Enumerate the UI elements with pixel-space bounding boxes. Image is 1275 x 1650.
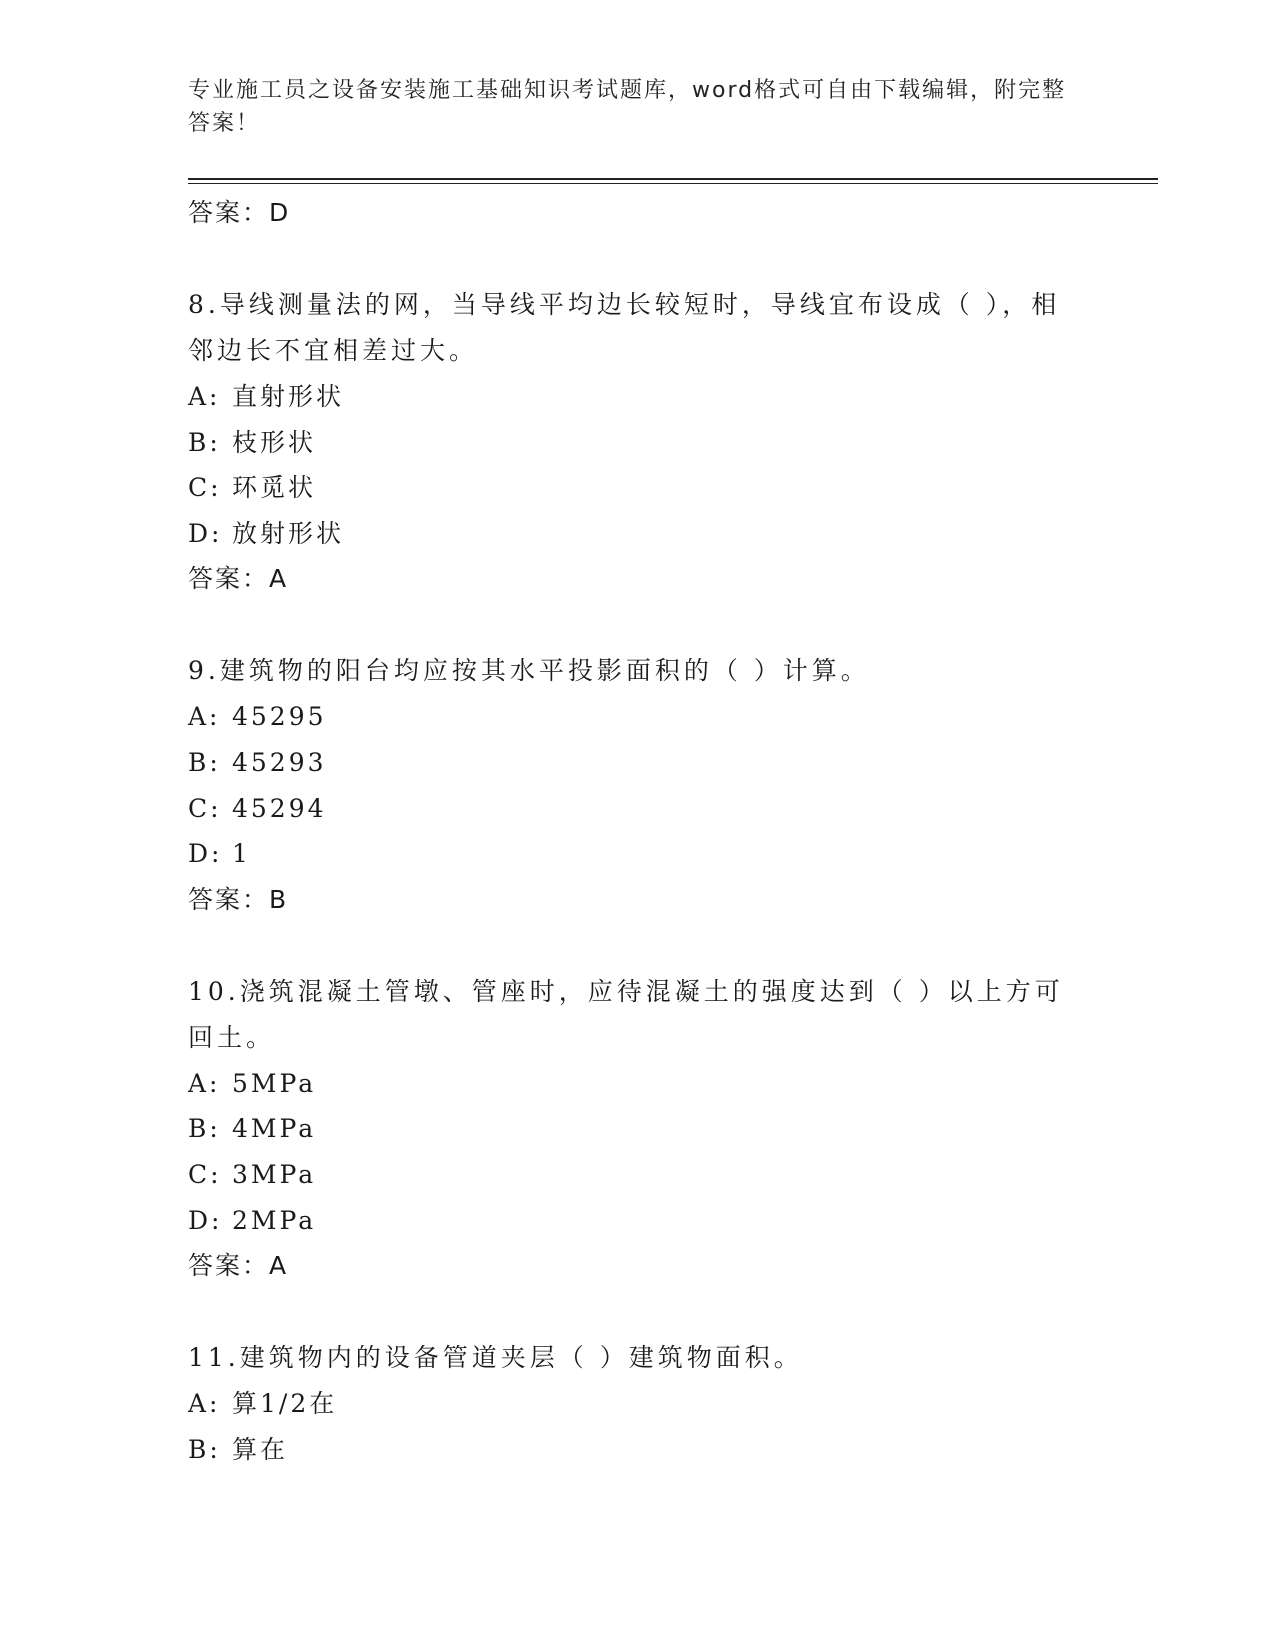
option-label: B:: [188, 1434, 221, 1464]
option-label: D:: [188, 839, 223, 869]
option-a: [188, 374, 1088, 420]
answer-line: 答案：A: [188, 1251, 289, 1281]
option-b: [188, 420, 1088, 466]
option-a: [188, 694, 1088, 740]
option-text: 45294: [232, 793, 327, 823]
document-header: 专业施工员之设备安装施工基础知识考试题库，word格式可自由下载编辑，附完整答案！: [188, 78, 1067, 136]
option-text: 算1/2在: [232, 1389, 338, 1419]
question-text: 8.导线测量法的网，当导线平均边长较短时，导线宜布设成（ ），相邻边长不宜相差过大。: [188, 290, 1061, 365]
option-text: 1: [232, 839, 251, 869]
question-list: [188, 190, 1088, 1472]
option-text: 直射形状: [232, 382, 345, 411]
answer-line: 答案：A: [188, 564, 289, 594]
option-b: [188, 1427, 1088, 1473]
option-label: D:: [188, 518, 223, 548]
answer-line: 答案：D: [188, 198, 291, 227]
question-text: 10.浇筑混凝土管墩、管座时，应待混凝土的强度达到（ ）以上方可回土。: [188, 976, 1064, 1052]
option-d: [188, 831, 1088, 877]
option-label: B:: [188, 1114, 221, 1144]
question-9: [188, 648, 1088, 922]
option-text: 放射形状: [232, 518, 345, 548]
header-divider-thin: [188, 183, 1158, 184]
option-text: 算在: [232, 1434, 289, 1464]
option-d: [188, 1198, 1088, 1244]
option-c: [188, 786, 1088, 832]
option-text: 45295: [232, 702, 327, 732]
question-text: 11.建筑物内的设备管道夹层（ ）建筑物面积。: [188, 1343, 803, 1373]
option-label: C:: [188, 793, 222, 823]
answer-line: 答案：B: [188, 884, 289, 914]
option-label: C:: [188, 1159, 222, 1189]
option-text: 环觅状: [232, 473, 317, 503]
question-8: [188, 282, 1088, 602]
header-divider: [188, 178, 1158, 180]
option-d: [188, 511, 1088, 557]
option-label: B:: [188, 747, 221, 777]
question-11: [188, 1335, 1088, 1472]
option-text: 5MPa: [232, 1068, 317, 1098]
question-text: 9.建筑物的阳台均应按其水平投影面积的（ ）计算。: [188, 656, 870, 686]
option-text: 2MPa: [232, 1205, 317, 1235]
option-text: 3MPa: [232, 1159, 317, 1189]
option-label: B:: [188, 427, 221, 457]
option-label: A:: [188, 382, 221, 411]
option-label: A:: [188, 1068, 221, 1098]
option-text: 45293: [232, 747, 327, 777]
question-10: [188, 969, 1088, 1289]
option-text: 4MPa: [232, 1114, 317, 1144]
option-b: [188, 740, 1088, 786]
option-label: A:: [188, 702, 221, 732]
option-label: A:: [188, 1389, 221, 1419]
option-a: [188, 1061, 1088, 1107]
option-label: C:: [188, 473, 222, 503]
option-c: [188, 1152, 1088, 1198]
option-b: [188, 1106, 1088, 1152]
option-label: D:: [188, 1205, 223, 1235]
option-c: [188, 465, 1088, 511]
option-a: [188, 1381, 1088, 1427]
option-text: 枝形状: [232, 427, 317, 457]
